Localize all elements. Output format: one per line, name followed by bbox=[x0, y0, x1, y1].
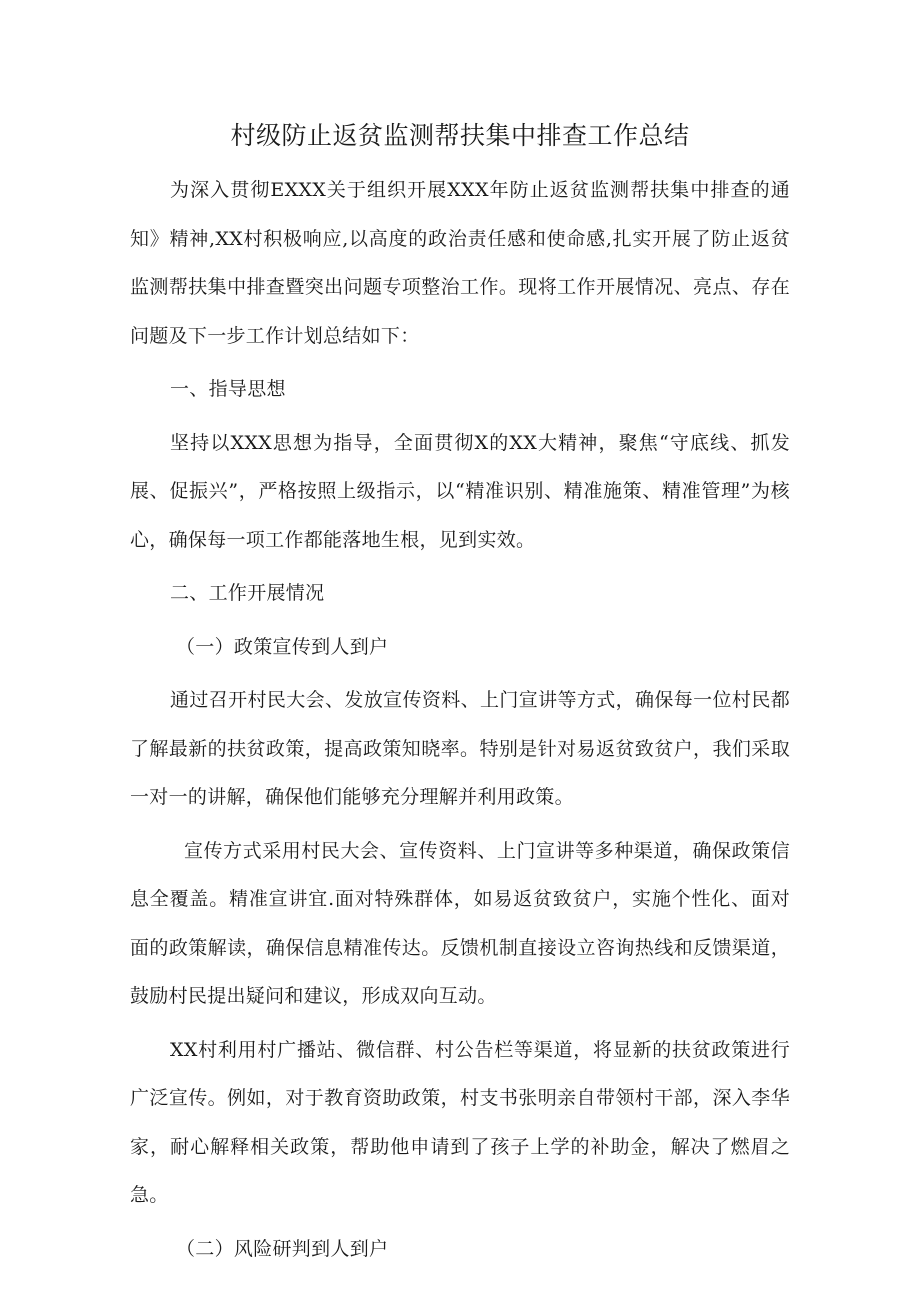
policy-publicity-paragraph-1: 通过召开村民大会、发放宣传资料、上门宣讲等方式，确保每一位村民都了解最新的扶贫政策，提高政策知晓率。特别是针对易返贫致贫户，我们采取一对一的讲解，确保他们能够充分理解并利用政策。 bbox=[130, 689, 790, 808]
section-heading-work-progress: 二、工作开展情况 bbox=[170, 582, 325, 604]
document-body bbox=[130, 118, 790, 1278]
subsection-heading-risk-assessment: （二）风险研判到人到户 bbox=[176, 1237, 389, 1260]
policy-publicity-paragraph-2: 宣传方式采用村民大会、宣传资料、上门宣讲等多种渠道，确保政策信息全覆盖。精准宣讲宜.面对特殊群体，如易返贫致贫户，实施个性化、面对面的政策解读，确保信息精准传达。反馈机制直接设立咨询热线和反馈渠道，鼓励村民提出疑问和建议，形成双向互动。 bbox=[130, 839, 790, 1007]
policy-publicity-paragraph-3: XX村利用村广播站、微信群、村公告栏等渠道，将显新的扶贫政策进行广泛宣传。例如，对于教育资助政策，村支书张明亲自带领村干部，深入李华家，耐心解释相关政策，帮助他申请到了孩子上学的补助金，解决了燃眉之急。 bbox=[130, 1038, 790, 1206]
guiding-thought-paragraph: 坚持以XXX思想为指导，全面贯彻X的XX大精神，聚焦“守底线、抓发展、促振兴”，严格按照上级指示，以“精准识别、精准施策、精准管理”为核心，确保每一项工作都能落地生根，见到实效。 bbox=[130, 431, 790, 551]
section-heading-guiding-thought: 一、指导思想 bbox=[170, 378, 286, 400]
document-title: 村级防止返贫监测帮扶集中排查工作总结 bbox=[230, 121, 690, 150]
subsection-heading-policy-publicity: （一）政策宣传到人到户 bbox=[176, 635, 389, 658]
intro-paragraph: 为深入贯彻EXXX关于组织开展XXX年防止返贫监测帮扶集中排查的通知》精神,XX村积极响应,以高度的政治责任感和使命感,扎实开展了防止返贫监测帮扶集中排查暨突出问题专项整治工作。现将工作开展情况、亮点、存在问题及下一步工作计划总结如下： bbox=[130, 179, 790, 347]
